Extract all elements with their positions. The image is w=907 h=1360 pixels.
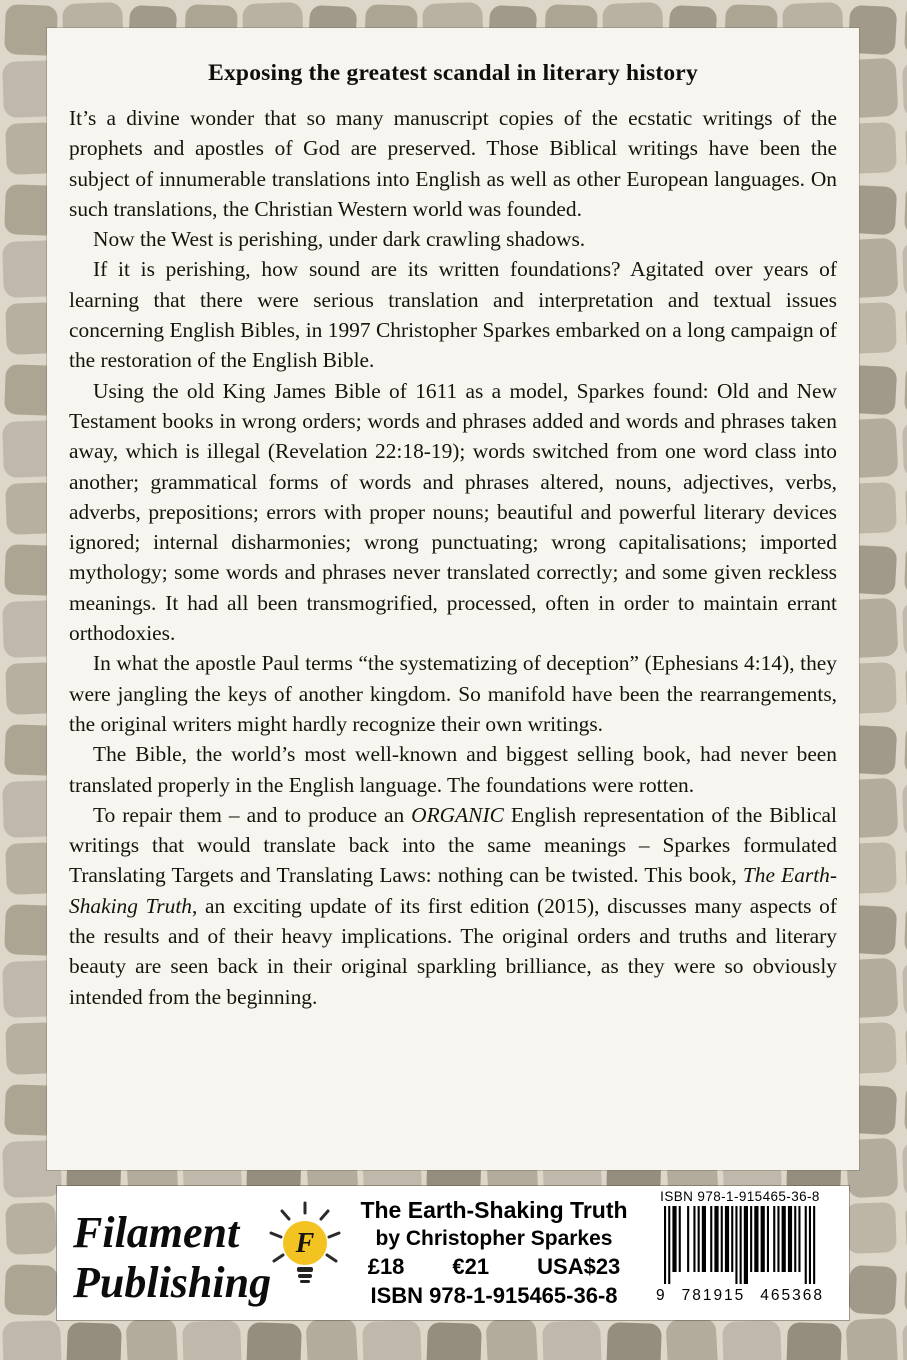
barcode-digit-left: 9: [656, 1287, 667, 1304]
publisher-logo: [65, 1191, 357, 1315]
lightbulb-letter: F: [295, 1228, 315, 1259]
publisher-name-line2: Publishing: [73, 1258, 272, 1307]
barcode: [631, 1186, 849, 1320]
paragraph: Using the old King James Bible of 1611 as a model, Sparkes found: Old and New Testament books in wrong orders; words and phrases added and words and phrases taken away, which is illegal (Revelation 22:18-19); words switched from one word class into another; grammatical forms of words and phrases altered, nouns, adjectives, verbs, adverbs, prepositions; errors with proper nouns; beautiful and powerful literary devices ignored; internal disharmonies; wrong punctuating; wrong capitalisations; imported mythology; some words and phrases never translated correctly; and some given reckless meanings. It had all been transmogrified, processed, often in order to maintain errant orthodoxies.: [69, 378, 837, 646]
price-line: [357, 1252, 631, 1281]
paragraph: It’s a divine wonder that so many manuscript copies of the ecstatic writings of the prophets and apostles of God are preserved. Those Biblical writings have been the subject of innumerable translations into English as well as other European languages. On such translations, the Christian Western world was founded.: [69, 106, 837, 221]
headline: Exposing the greatest scandal in literary history: [208, 60, 698, 86]
paragraph: If it is perishing, how sound are its written foundations? Agitated over years of learning that there were serious translation and interpretation and textual issues concerning English Bibles, in 1997 Christopher Sparkes embarked on a long campaign of the restoration of the English Bible.: [69, 257, 837, 373]
book-author: by Christopher Sparkes: [375, 1227, 613, 1250]
barcode-bars: [660, 1206, 820, 1286]
isbn-line: ISBN 978-1-915465-36-8: [370, 1283, 618, 1308]
barcode-isbn-text: ISBN 978-1-915465-36-8: [660, 1189, 820, 1204]
publisher-name-line1: Filament: [73, 1208, 240, 1257]
price-eur: €21: [452, 1254, 490, 1279]
paragraph: Now the West is perishing, under dark crawling shadows.: [93, 227, 586, 252]
price-gbp: £18: [367, 1254, 405, 1279]
book-title: The Earth-Shaking Truth: [360, 1197, 628, 1223]
price-usd: USA$23: [537, 1254, 621, 1279]
lightbulb-icon: [271, 1203, 339, 1283]
barcode-digits: [656, 1287, 824, 1305]
barcode-digit-group2: 465368: [760, 1287, 824, 1304]
blurb-panel: [47, 28, 859, 1170]
book-info: [357, 1196, 631, 1310]
barcode-digit-group1: 781915: [681, 1287, 746, 1304]
paragraph: To repair them – and to produce an ORGANIC English representation of the Biblical writings that would translate back into the same meanings – Sparkes formulated Translating Targets and Translating Laws: nothing can be twisted. This book, The Earth-Shaking Truth, an exciting update of its first edition (2015), discusses many aspects of the results and of their heavy implications. The original orders and truths and literary beauty are seen back in their original sparkling brilliance, as they were so obviously intended from the beginning.: [69, 802, 838, 1009]
publisher-bar: [57, 1186, 849, 1320]
paragraph: In what the apostle Paul terms “the systematizing of deception” (Ephesians 4:14), they were jangling the keys of another kingdom. So manifold have been the rearrangements, the original writers might hardly recognize their own writings.: [69, 651, 837, 736]
blurb-paragraphs: [69, 103, 837, 1012]
paragraph: The Bible, the world’s most well-known and biggest selling book, had never been translated properly in the English language. The foundations were rotten.: [69, 742, 837, 797]
